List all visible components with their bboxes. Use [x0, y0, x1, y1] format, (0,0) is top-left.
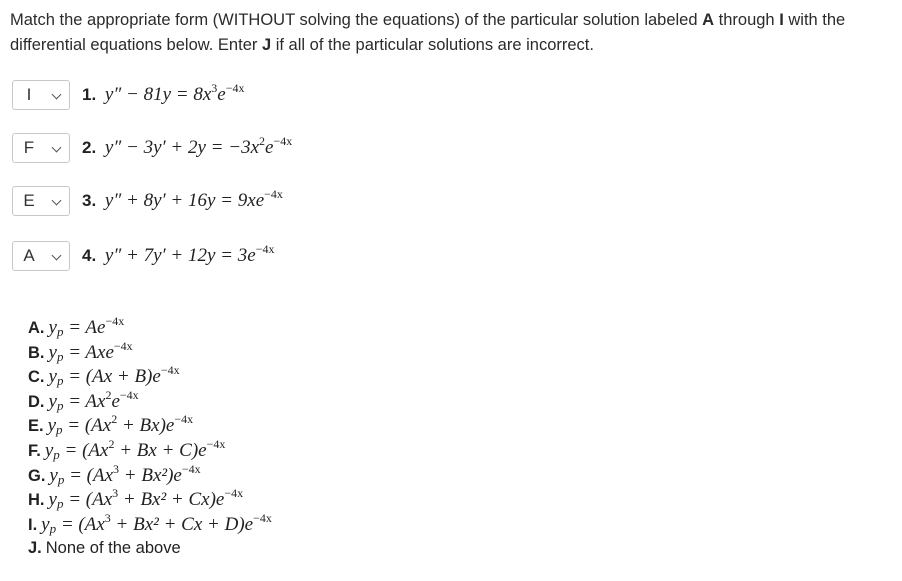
equation-mid: e	[265, 137, 274, 158]
equation-power: 3	[211, 81, 218, 95]
option-h	[28, 488, 272, 513]
equation-row-1	[12, 78, 245, 112]
option-exponent: −4x	[105, 314, 125, 328]
option-expression-mid: + Bx²)e	[119, 464, 182, 486]
option-subscript: p	[56, 496, 64, 512]
answer-select-value: A	[23, 246, 35, 265]
option-b	[28, 338, 272, 366]
option-label: E.	[28, 417, 44, 436]
option-a	[28, 316, 272, 341]
option-expression: = Axe	[63, 341, 114, 363]
option-subscript: p	[56, 422, 63, 438]
option-i	[28, 510, 272, 538]
equation-mid: e	[217, 84, 226, 105]
option-exponent: −4x	[160, 363, 180, 378]
option-label: I.	[28, 515, 38, 534]
answer-select-value: F	[23, 138, 35, 157]
equation-lhs: y″ − 81y = 8x	[104, 84, 212, 105]
answer-select-value: E	[23, 191, 35, 210]
chevron-down-icon	[52, 143, 62, 153]
option-exponent: −4x	[206, 436, 226, 451]
solution-options-list	[28, 316, 272, 561]
equation-number: 2.	[82, 138, 97, 157]
option-d	[28, 387, 272, 415]
option-y: y	[48, 390, 57, 412]
equation-exponent: −4x	[225, 81, 245, 95]
equation-row-4	[12, 239, 274, 273]
option-expression-mid: + Bx² + Cx + D)e	[110, 513, 254, 535]
instructions-text: with the differential equations below. Enter	[10, 11, 846, 54]
option-exponent: −4x	[181, 461, 201, 476]
option-label: G.	[28, 466, 46, 485]
option-power: 3	[113, 461, 120, 476]
equation-number: 3.	[82, 191, 97, 210]
option-exponent: −4x	[224, 486, 244, 501]
equation-number: 4.	[82, 246, 97, 265]
equation-2	[82, 134, 293, 159]
answer-select-value: I	[26, 85, 32, 104]
option-expression: = (Ax + B)e	[63, 366, 161, 388]
option-expression-mid: + Bx² + Cx)e	[118, 489, 225, 511]
option-label: H.	[28, 491, 45, 510]
option-exponent: −4x	[113, 338, 133, 353]
option-power: 3	[104, 510, 111, 525]
chevron-down-icon	[52, 196, 62, 206]
option-y: y	[44, 439, 54, 461]
equation-row-3	[12, 184, 283, 218]
option-f	[28, 436, 272, 464]
equation-lhs: y″ + 8y′ + 16y = 9xe	[104, 190, 265, 211]
option-expression-mid: e	[111, 390, 120, 412]
option-power: 2	[111, 412, 118, 427]
option-subscript: p	[57, 471, 65, 487]
option-y: y	[48, 317, 57, 338]
equation-power: 2	[259, 134, 266, 148]
equation-exponent: −4x	[273, 134, 293, 148]
option-subscript: p	[56, 373, 64, 389]
equation-lhs: y″ + 7y′ + 12y = 3e	[104, 245, 256, 266]
instructions-text: Match the appropriate form (WITHOUT solving the equations) of the particular solution labeled	[10, 11, 703, 29]
option-power: 2	[108, 436, 115, 451]
instructions-bold-a: A	[702, 11, 715, 29]
option-j	[28, 537, 272, 561]
option-subscript: p	[56, 397, 64, 413]
equation-exponent: −4x	[264, 187, 283, 201]
option-expression: = (Ax	[59, 439, 109, 461]
option-label: J.	[28, 539, 42, 558]
option-j-text: None of the above	[45, 539, 181, 558]
answer-select-4[interactable]	[12, 241, 70, 271]
instructions-bold-i: I	[779, 11, 784, 29]
answer-select-3[interactable]	[12, 186, 70, 216]
equation-4	[82, 242, 275, 267]
option-expression: = (Ax	[63, 489, 113, 511]
option-expression-mid: + Bx)e	[117, 415, 175, 437]
instructions-bold-j: J	[261, 36, 272, 54]
option-label: F.	[28, 441, 41, 460]
option-exponent: −4x	[119, 387, 139, 402]
chevron-down-icon	[52, 90, 62, 100]
option-label: B.	[28, 343, 45, 362]
option-g	[28, 461, 272, 489]
option-subscript: p	[53, 446, 60, 462]
option-power: 2	[105, 387, 112, 402]
option-expression: = (Ax	[62, 415, 112, 437]
option-expression-mid: + Bx + C)e	[114, 439, 207, 461]
equation-number: 1.	[82, 85, 97, 104]
equation-lhs: y″ − 3y′ + 2y = −3x	[104, 137, 260, 158]
option-y: y	[48, 341, 57, 363]
option-subscript: p	[56, 348, 64, 364]
option-subscript: p	[56, 324, 64, 339]
chevron-down-icon	[52, 251, 62, 261]
option-y: y	[41, 513, 50, 535]
option-power: 3	[112, 486, 119, 501]
option-exponent: −4x	[253, 510, 272, 525]
option-y: y	[48, 489, 57, 511]
option-label: D.	[28, 392, 45, 411]
equation-1	[82, 81, 245, 106]
instructions-text: if all of the particular solutions are incorrect.	[271, 36, 594, 54]
option-y: y	[47, 415, 57, 437]
option-exponent: −4x	[174, 412, 194, 427]
option-label: A.	[28, 319, 45, 337]
instructions-text: through	[714, 11, 780, 29]
answer-select-2[interactable]	[12, 133, 70, 163]
option-y: y	[49, 464, 58, 486]
answer-select-1[interactable]	[12, 80, 70, 110]
equation-exponent: −4x	[255, 242, 275, 256]
option-expression: = Ae	[63, 317, 106, 338]
option-label: C.	[28, 368, 45, 387]
option-expression: = (Ax	[64, 464, 114, 486]
option-expression: = (Ax	[56, 513, 105, 535]
option-subscript: p	[49, 520, 57, 536]
option-y: y	[48, 366, 57, 388]
option-e	[28, 414, 272, 439]
equation-3	[82, 187, 283, 212]
equation-row-2	[12, 131, 292, 165]
option-expression: = Ax	[63, 390, 106, 412]
question-instructions	[10, 8, 890, 58]
option-c	[28, 365, 272, 390]
